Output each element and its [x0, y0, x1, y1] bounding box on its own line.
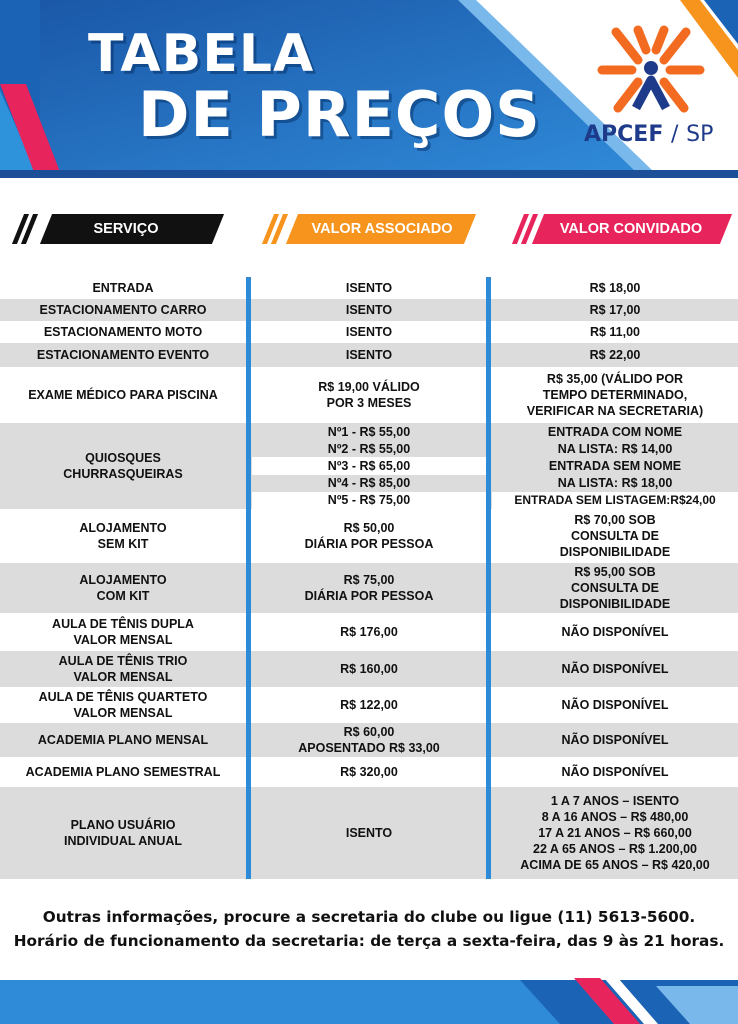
member-line: APOSENTADO R$ 33,00	[298, 741, 440, 755]
table-row-alojamento-sem-kit	[0, 509, 738, 563]
member-cell	[252, 299, 486, 321]
member-line: ISENTO	[345, 826, 393, 840]
table-row-plano-usuario-individual-anual	[0, 787, 738, 879]
service-cell	[0, 423, 246, 509]
service-line: CHURRASQUEIRAS	[63, 467, 183, 481]
contact-info: Outras informações, procure a secretaria do clube ou ligue (11) 5613-5600.	[42, 908, 696, 926]
member-line: ISENTO	[345, 348, 393, 362]
header-banner	[0, 0, 738, 180]
service-line: ESTACIONAMENTO EVENTO	[36, 348, 210, 362]
table-row-aula-de-tenis-trio-valor-mensal	[0, 651, 738, 687]
guest-line: R$ 17,00	[589, 303, 641, 317]
service-cell	[0, 651, 246, 687]
service-line: INDIVIDUAL ANUAL	[63, 834, 183, 848]
guest-line: NÃO DISPONÍVEL	[561, 698, 669, 712]
member-cell	[252, 423, 486, 509]
guest-cell	[492, 423, 738, 509]
service-line: ALOJAMENTO	[79, 573, 167, 587]
service-line: AULA DE TÊNIS TRIO	[58, 654, 188, 668]
column-header-service	[10, 214, 222, 244]
guest-line: R$ 22,00	[589, 348, 641, 362]
service-line: ACADEMIA PLANO MENSAL	[37, 733, 209, 747]
member-cell	[252, 277, 486, 299]
member-line: R$ 60,00	[343, 725, 395, 739]
service-cell	[0, 277, 246, 299]
service-line: EXAME MÉDICO PARA PISCINA	[28, 388, 218, 402]
member-line: DIÁRIA POR PESSOA	[304, 589, 434, 603]
table-row-entrada	[0, 277, 738, 299]
table-row-academia-plano-mensal	[0, 723, 738, 757]
column-header-member-label: VALOR ASSOCIADO	[311, 221, 453, 237]
table-row-exame-medico-para-piscina	[0, 367, 738, 423]
guest-cell	[492, 787, 738, 879]
member-cell	[252, 687, 486, 723]
service-cell	[0, 343, 246, 367]
table-row-estacionamento-moto	[0, 321, 738, 343]
member-line: Nº1 - R$ 55,00	[327, 424, 411, 439]
guest-line: 17 A 21 ANOS – R$ 660,00	[538, 826, 692, 840]
logo-separator: /	[671, 122, 679, 147]
table-row-aula-de-tenis-quarteto-valor-mensal	[0, 687, 738, 723]
member-cell	[252, 787, 486, 879]
guest-cell	[492, 723, 738, 757]
service-cell	[0, 509, 246, 563]
guest-line: CONSULTA DE	[571, 529, 659, 543]
guest-line: 22 A 65 ANOS – R$ 1.200,00	[533, 842, 697, 856]
guest-cell	[492, 613, 738, 651]
member-line: Nº3 - R$ 65,00	[252, 457, 486, 474]
service-line: VALOR MENSAL	[73, 706, 173, 720]
guest-line: NÃO DISPONÍVEL	[561, 662, 669, 676]
service-line: ESTACIONAMENTO MOTO	[43, 325, 203, 339]
guest-line: VERIFICAR NA SECRETARIA)	[526, 404, 704, 418]
table-row-academia-plano-semestral	[0, 757, 738, 787]
table-row-estacionamento-evento	[0, 343, 738, 367]
guest-line: ENTRADA SEM NOME	[548, 458, 682, 473]
table-row-estacionamento-carro	[0, 299, 738, 321]
member-line: R$ 75,00	[343, 573, 395, 587]
service-cell	[0, 757, 246, 787]
member-line: R$ 19,00 VÁLIDO	[318, 380, 420, 394]
logo-region: SP	[686, 122, 714, 147]
table-row-quiosques-churrasqueiras	[0, 423, 738, 509]
member-line: R$ 160,00	[340, 662, 398, 676]
guest-cell	[492, 367, 738, 423]
member-line: Nº4 - R$ 85,00	[327, 476, 411, 491]
guest-line: ENTRADA COM NOME	[547, 424, 683, 439]
service-line: ACADEMIA PLANO SEMESTRAL	[25, 765, 221, 779]
apcef-star-icon	[596, 24, 706, 114]
guest-line: NÃO DISPONÍVEL	[561, 765, 669, 779]
member-cell	[252, 723, 486, 757]
guest-cell	[492, 651, 738, 687]
page-title-line1: TABELA	[88, 24, 315, 84]
service-line: PLANO USUÁRIO	[70, 818, 176, 832]
guest-line: DISPONIBILIDADE	[559, 545, 671, 559]
guest-line: R$ 70,00 SOB	[574, 513, 656, 527]
member-cell	[252, 651, 486, 687]
page-title-line2: DE PREÇOS	[138, 78, 541, 151]
guest-line: NA LISTA: R$ 14,00	[557, 441, 673, 456]
guest-line: ACIMA DE 65 ANOS – R$ 420,00	[520, 858, 710, 872]
member-line: R$ 50,00	[343, 521, 395, 535]
service-line: QUIOSQUES	[85, 451, 161, 465]
column-header-guest	[514, 214, 726, 244]
service-cell	[0, 723, 246, 757]
logo-name: APCEF	[584, 122, 664, 147]
service-cell	[0, 321, 246, 343]
guest-line: ENTRADA SEM LISTAGEM:R$24,00	[492, 492, 738, 509]
member-line: R$ 122,00	[340, 698, 398, 712]
service-cell	[0, 563, 246, 613]
service-cell	[0, 687, 246, 723]
service-line: VALOR MENSAL	[73, 633, 173, 647]
service-line: ALOJAMENTO	[79, 521, 167, 535]
column-header-service-label: SERVIÇO	[93, 221, 159, 237]
member-cell	[252, 757, 486, 787]
member-cell	[252, 321, 486, 343]
column-header-member	[262, 214, 472, 244]
guest-cell	[492, 343, 738, 367]
guest-line: CONSULTA DE	[571, 581, 659, 595]
guest-cell	[492, 563, 738, 613]
service-cell	[0, 299, 246, 321]
footer-decoration	[0, 960, 738, 1024]
service-line: VALOR MENSAL	[73, 670, 173, 684]
member-cell	[252, 509, 486, 563]
office-hours: Horário de funcionamento da secretaria: de terça a sexta-feira, das 9 às 21 horas.	[13, 932, 725, 950]
column-divider	[246, 277, 251, 879]
column-header-guest-label: VALOR CONVIDADO	[559, 221, 703, 237]
guest-cell	[492, 509, 738, 563]
service-line: ESTACIONAMENTO CARRO	[39, 303, 207, 317]
guest-cell	[492, 277, 738, 299]
table-row-alojamento-com-kit	[0, 563, 738, 613]
member-cell	[252, 343, 486, 367]
service-cell	[0, 613, 246, 651]
guest-cell	[492, 321, 738, 343]
guest-line: R$ 11,00	[589, 325, 641, 339]
service-line: AULA DE TÊNIS DUPLA	[52, 617, 194, 631]
service-cell	[0, 787, 246, 879]
guest-cell	[492, 757, 738, 787]
member-line: POR 3 MESES	[326, 396, 412, 410]
guest-line: R$ 18,00	[589, 281, 641, 295]
member-line: DIÁRIA POR PESSOA	[304, 537, 434, 551]
guest-cell	[492, 687, 738, 723]
guest-line: 8 A 16 ANOS – R$ 480,00	[541, 810, 689, 824]
guest-line: R$ 35,00 (VÁLIDO POR	[546, 372, 684, 386]
guest-line: R$ 95,00 SOB	[574, 565, 656, 579]
service-line: COM KIT	[96, 589, 150, 603]
column-divider	[486, 277, 491, 879]
service-line: SEM KIT	[97, 537, 149, 551]
member-line: R$ 320,00	[340, 765, 398, 779]
service-cell	[0, 367, 246, 423]
member-line: ISENTO	[345, 303, 393, 317]
member-line: ISENTO	[345, 325, 393, 339]
service-line: ENTRADA	[92, 281, 154, 295]
guest-line: NA LISTA: R$ 18,00	[557, 476, 673, 491]
member-line: Nº5 - R$ 75,00	[252, 492, 486, 509]
logo-wordmark	[584, 122, 713, 147]
service-line: AULA DE TÊNIS QUARTETO	[38, 690, 208, 704]
member-cell	[252, 367, 486, 423]
member-line: ISENTO	[345, 281, 393, 295]
member-cell	[252, 563, 486, 613]
member-line: Nº2 - R$ 55,00	[327, 441, 411, 456]
guest-line: NÃO DISPONÍVEL	[561, 733, 669, 747]
guest-cell	[492, 299, 738, 321]
guest-line: 1 A 7 ANOS – ISENTO	[550, 794, 680, 808]
guest-line: TEMPO DETERMINADO,	[542, 388, 688, 402]
member-line: R$ 176,00	[340, 625, 398, 639]
table-row-aula-de-tenis-dupla-valor-mensal	[0, 613, 738, 651]
member-cell	[252, 613, 486, 651]
guest-line: NÃO DISPONÍVEL	[561, 625, 669, 639]
guest-line: DISPONIBILIDADE	[559, 597, 671, 611]
